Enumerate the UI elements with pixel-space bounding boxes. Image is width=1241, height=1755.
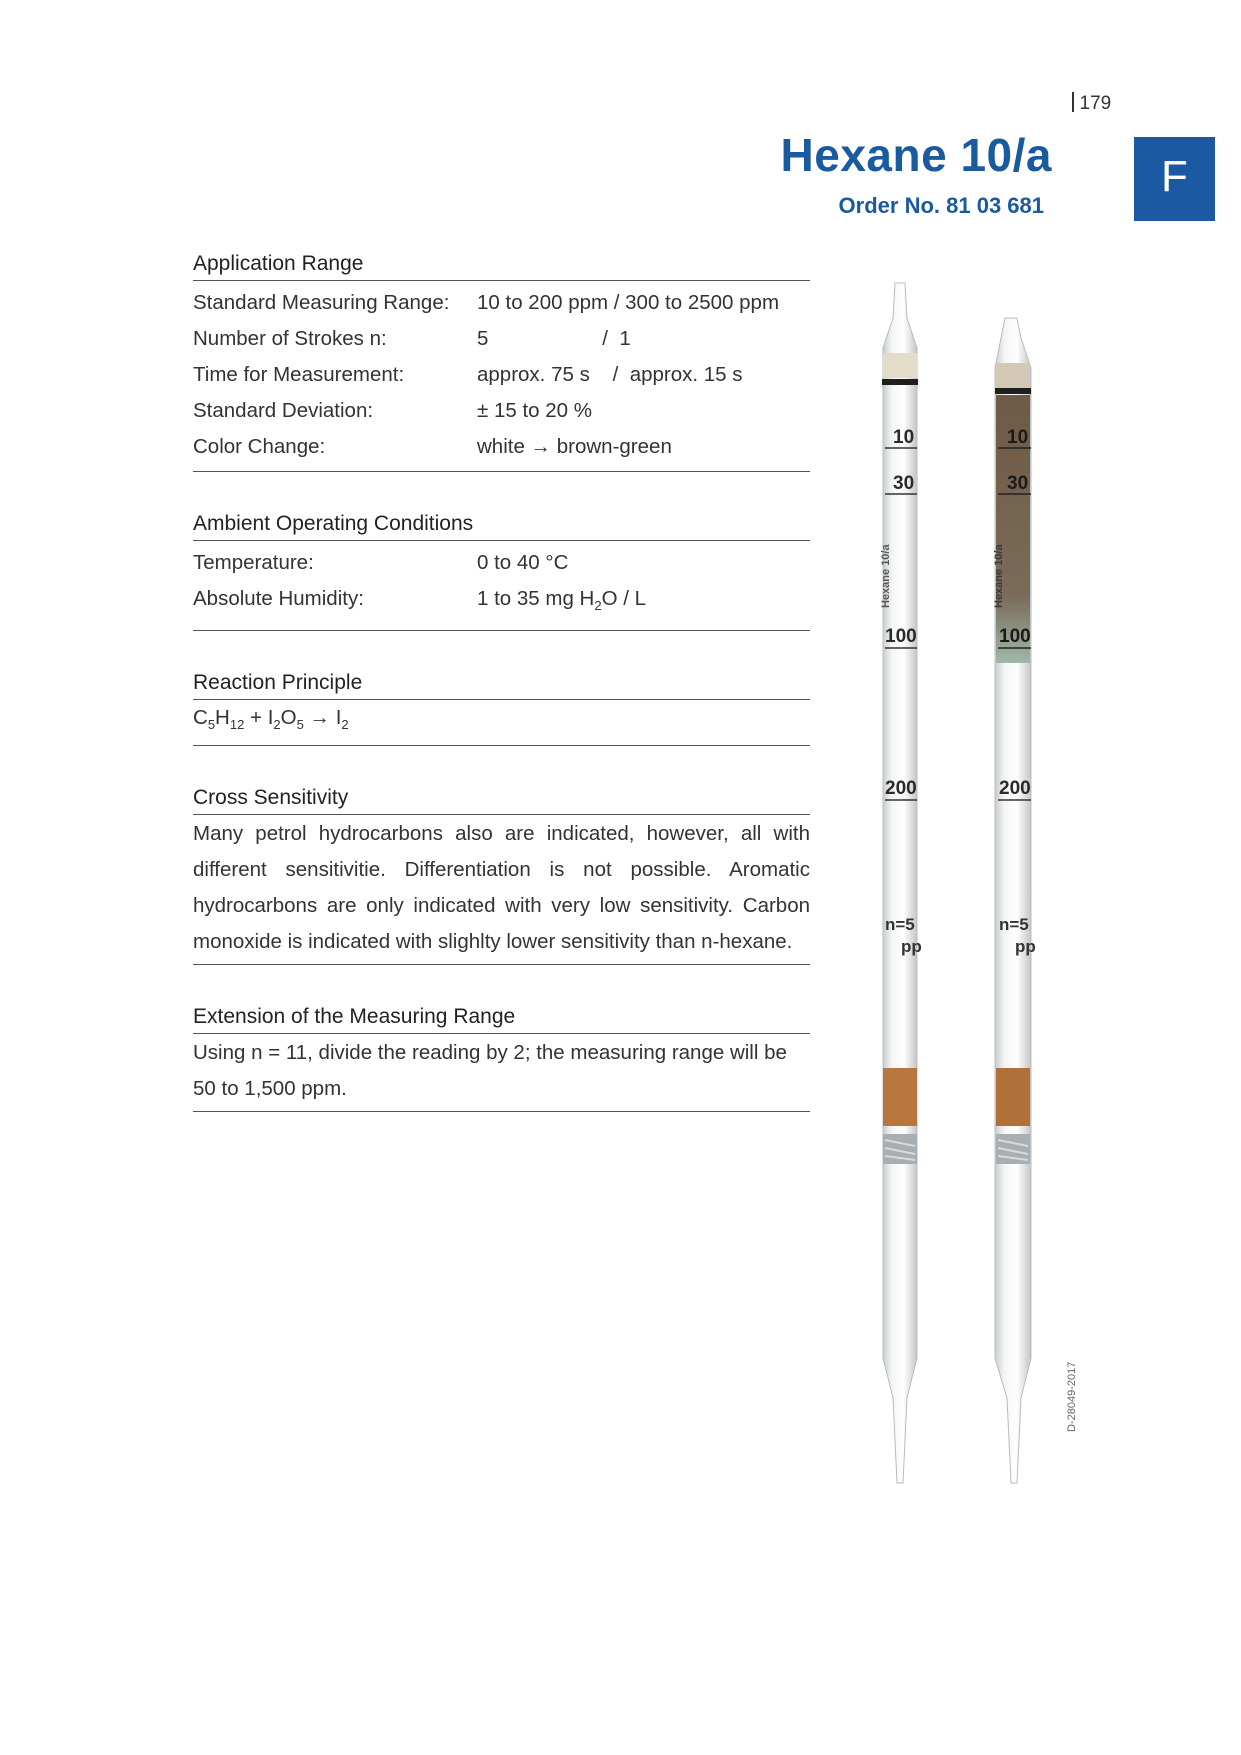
- scale-label: 10: [1007, 427, 1029, 448]
- extension-section: [193, 1005, 810, 1112]
- spec-label: Standard Measuring Range:: [193, 291, 450, 314]
- page-number: 179: [1072, 92, 1111, 115]
- spec-row: [193, 429, 810, 465]
- reaction-formula: $C_5H_{12} + I_2O_5 \to I_2$: [193, 700, 810, 746]
- humidity-label: Absolute Humidity:: [193, 587, 364, 610]
- spec-value: 5 / 1: [477, 327, 631, 350]
- scale-label: 10: [893, 427, 915, 448]
- scale-label: 100: [885, 626, 917, 647]
- cross-sensitivity-section: [193, 786, 810, 965]
- page-title: Hexane 10/a: [780, 129, 1052, 181]
- ambient-conditions-heading: Ambient Operating Conditions: [193, 512, 810, 541]
- scale-label: 30: [893, 473, 915, 494]
- scale-label: 200: [999, 778, 1031, 799]
- application-range-section: [193, 252, 810, 472]
- section-tab[interactable]: F: [1134, 137, 1215, 221]
- scale-label: 100: [999, 626, 1031, 647]
- temperature-value: 0 to 40 °C: [477, 551, 569, 574]
- tube-right: [993, 318, 1036, 1483]
- strokes-label: n=5: [885, 915, 915, 934]
- order-number: Order No. 81 03 681: [838, 193, 1044, 218]
- extension-heading: Extension of the Measuring Range: [193, 1005, 810, 1034]
- ambient-conditions-table: [193, 541, 810, 631]
- tube-label-right: Hexane 10/a: [993, 544, 1005, 608]
- temperature-label: Temperature:: [193, 551, 314, 574]
- spec-value: approx. 75 s / approx. 15 s: [477, 363, 743, 386]
- spec-row: [193, 393, 810, 429]
- detector-tubes-image: [845, 278, 1065, 1508]
- humidity-value: 1 to 35 mg $H_2O$ / L: [477, 587, 647, 614]
- document-code: D-28049-2017: [1066, 1361, 1078, 1432]
- spec-row: [193, 581, 810, 624]
- spec-row: [193, 321, 810, 357]
- spec-label: Time for Measurement:: [193, 363, 405, 386]
- application-range-table: [193, 281, 810, 472]
- cross-sensitivity-heading: Cross Sensitivity: [193, 786, 810, 815]
- tube-label-left: Hexane 10/a: [880, 544, 892, 608]
- extension-text: Using n = 11, divide the reading by 2; the measuring range will be 50 to 1,500 ppm.: [193, 1034, 810, 1112]
- spec-value: white → brown-green: [477, 435, 672, 458]
- spec-label: Standard Deviation:: [193, 399, 374, 422]
- application-range-heading: Application Range: [193, 252, 810, 281]
- unit-label: pp: [1015, 937, 1036, 956]
- spec-row: [193, 357, 810, 393]
- ambient-conditions-section: [193, 512, 810, 631]
- cross-sensitivity-text: Many petrol hydrocarbons also are indicated, however, all with different sensitivitie. Differentiation is not possible. Aromatic hydrocarbons are only indicated with very low sensitivity. Carbon monoxide is indicated with slighlty lower sensitivity than n-hexane.: [193, 815, 810, 965]
- scale-label: 30: [1007, 473, 1029, 494]
- unit-label: pp: [901, 937, 922, 956]
- spec-value: ± 15 to 20 %: [477, 399, 592, 422]
- spec-row: [193, 285, 810, 321]
- reaction-principle-heading: Reaction Principle: [193, 671, 810, 700]
- strokes-label: n=5: [999, 915, 1029, 934]
- spec-value: 10 to 200 ppm / 300 to 2500 ppm: [477, 291, 780, 314]
- scale-label: 200: [885, 778, 917, 799]
- content-column: [193, 252, 810, 1152]
- spec-label: Color Change:: [193, 435, 326, 458]
- tube-left: [880, 283, 922, 1483]
- spec-label: Number of Strokes n:: [193, 327, 387, 350]
- spec-row: [193, 545, 810, 581]
- reaction-principle-section: [193, 671, 810, 746]
